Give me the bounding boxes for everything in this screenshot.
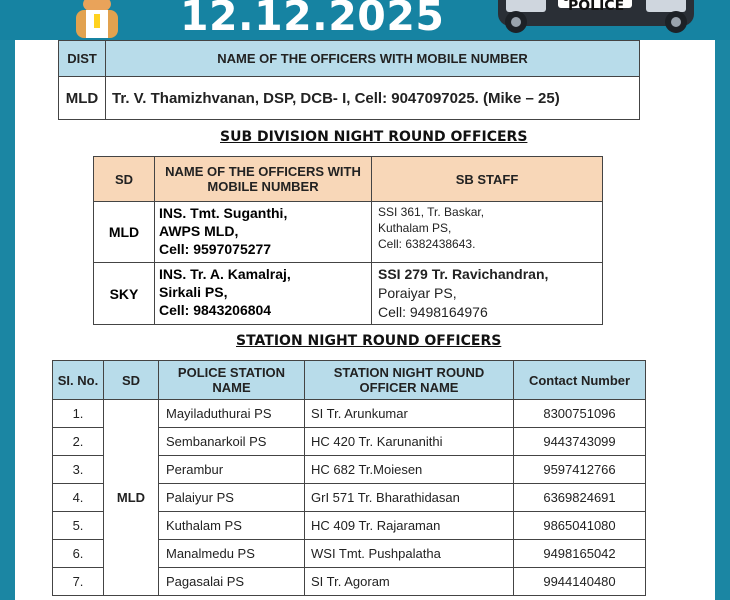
- sd-header: SD: [94, 157, 155, 202]
- staff-line: SSI 279 Tr. Ravichandran,: [378, 266, 549, 282]
- contact-cell: 6369824691: [514, 484, 646, 512]
- sd-group-cell: MLD: [104, 400, 159, 596]
- officer-header: STATION NIGHT ROUND OFFICER NAME: [305, 361, 514, 400]
- sd-cell: MLD: [94, 202, 155, 263]
- serial-cell: 6.: [53, 540, 104, 568]
- name-header: NAME OF THE OFFICERS WITH MOBILE NUMBER: [155, 157, 372, 202]
- officer-cell: HC 409 Tr. Rajaraman: [305, 512, 514, 540]
- staff-line: Poraiyar PS,: [378, 285, 457, 301]
- name-line: Cell: 9843206804: [159, 302, 272, 318]
- station-table: [52, 360, 646, 596]
- sub-division-title: SUB DIVISION NIGHT ROUND OFFICERS: [220, 129, 528, 145]
- sd-header: SD: [104, 361, 159, 400]
- officer-cell: GrI 571 Tr. Bharathidasan: [305, 484, 514, 512]
- officer-cell: HC 682 Tr.Moiesen: [305, 456, 514, 484]
- table-row: [53, 400, 646, 428]
- contact-cell: 9498165042: [514, 540, 646, 568]
- police-station-cell: Pagasalai PS: [159, 568, 305, 596]
- sd-cell: SKY: [94, 263, 155, 325]
- police-station-header: POLICE STATION NAME: [159, 361, 305, 400]
- name-line: AWPS MLD,: [159, 223, 239, 239]
- no-header: SI. No.: [53, 361, 104, 400]
- officer-name-cell: [155, 263, 372, 325]
- contact-cell: 8300751096: [514, 400, 646, 428]
- serial-cell: 3.: [53, 456, 104, 484]
- name-line: Cell: 9597075277: [159, 241, 272, 257]
- officer-cell: SI Tr. Arunkumar: [305, 400, 514, 428]
- staff-line: Kuthalam PS,: [378, 221, 452, 235]
- name-line: INS. Tmt. Suganthi,: [159, 205, 288, 221]
- police-station-cell: Perambur: [159, 456, 305, 484]
- sb-staff-cell: [372, 202, 603, 263]
- station-title: STATION NIGHT ROUND OFFICERS: [236, 333, 502, 349]
- police-station-cell: Palaiyur PS: [159, 484, 305, 512]
- police-station-cell: Manalmedu PS: [159, 540, 305, 568]
- officer-name-cell: [155, 202, 372, 263]
- header-banner: [0, 0, 730, 40]
- dist-cell: MLD: [59, 77, 106, 120]
- officer-cell: HC 420 Tr. Karunanithi: [305, 428, 514, 456]
- dist-officer-table: [58, 40, 640, 120]
- name-line: Sirkali PS,: [159, 284, 228, 300]
- dist-header: DIST: [59, 41, 106, 77]
- serial-cell: 4.: [53, 484, 104, 512]
- document-sheet: [15, 40, 715, 600]
- police-station-cell: Kuthalam PS: [159, 512, 305, 540]
- report-date: 12.12.2025: [180, 0, 445, 40]
- serial-cell: 7.: [53, 568, 104, 596]
- serial-cell: 5.: [53, 512, 104, 540]
- sb-staff-header: SB STAFF: [372, 157, 603, 202]
- contact-cell: 9597412766: [514, 456, 646, 484]
- police-station-cell: Mayiladuthurai PS: [159, 400, 305, 428]
- officer-cell: WSI Tmt. Pushpalatha: [305, 540, 514, 568]
- sb-staff-cell: [372, 263, 603, 325]
- serial-cell: 2.: [53, 428, 104, 456]
- sub-division-table: [93, 156, 603, 325]
- officer-header: NAME OF THE OFFICERS WITH MOBILE NUMBER: [106, 41, 640, 77]
- contact-header: Contact Number: [514, 361, 646, 400]
- police-station-cell: Sembanarkoil PS: [159, 428, 305, 456]
- officer-cell: SI Tr. Agoram: [305, 568, 514, 596]
- name-line: INS. Tr. A. Kamalraj,: [159, 266, 291, 282]
- staff-line: SSI 361, Tr. Baskar,: [378, 205, 485, 219]
- contact-cell: 9944140480: [514, 568, 646, 596]
- contact-cell: 9865041080: [514, 512, 646, 540]
- police-officer-icon: [68, 0, 126, 38]
- contact-cell: 9443743099: [514, 428, 646, 456]
- staff-line: Cell: 6382438643.: [378, 237, 476, 251]
- serial-cell: 1.: [53, 400, 104, 428]
- dsp-officer-cell: Tr. V. Thamizhvanan, DSP, DCB- I, Cell: 9047097025. (Mike – 25): [106, 77, 640, 120]
- vehicle-label: POLICE: [568, 0, 625, 14]
- staff-line: Cell: 9498164976: [378, 304, 488, 320]
